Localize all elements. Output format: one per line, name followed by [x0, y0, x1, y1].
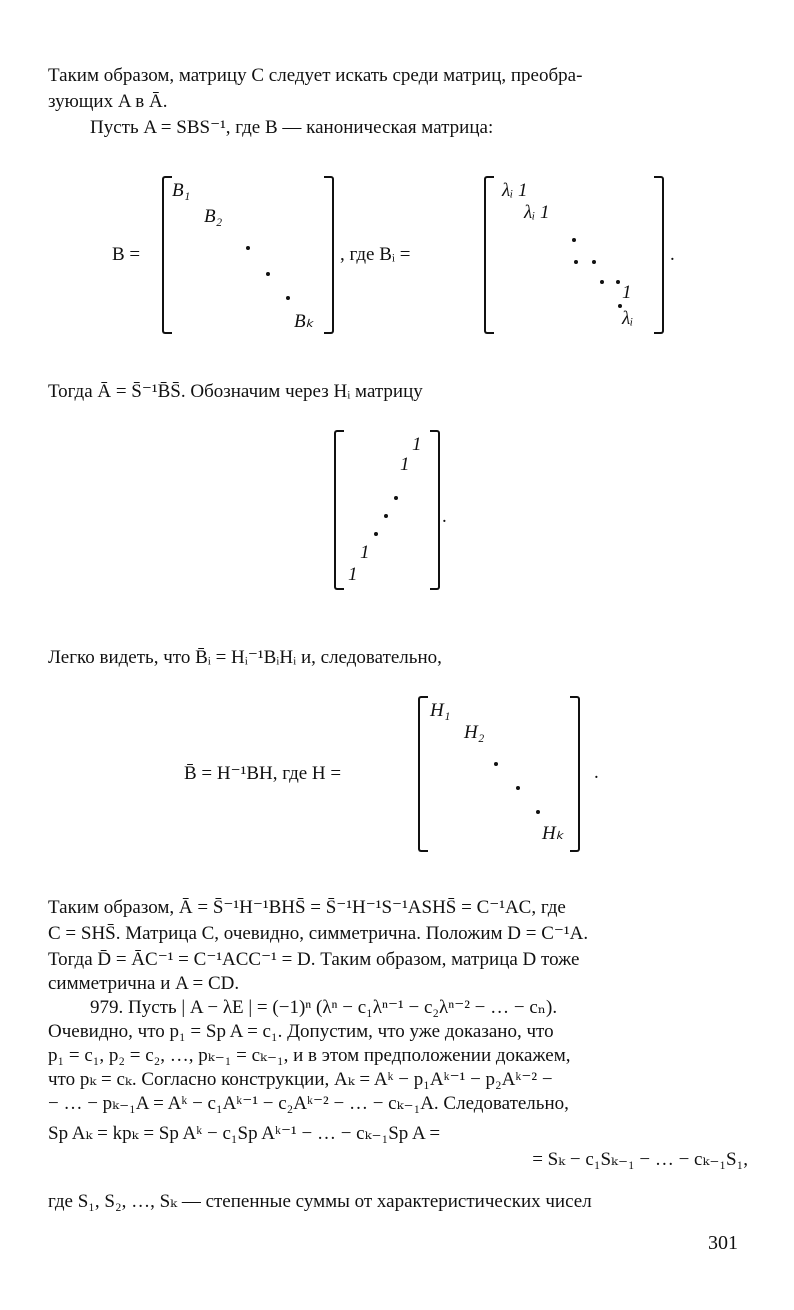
text-line: где S₁, S₂, …, Sₖ — степенные суммы от характеристических чисел [48, 1191, 592, 1212]
punct: . [670, 244, 675, 265]
formula-line: = Sₖ − c₁Sₖ₋₁ − … − cₖ₋₁S₁, [532, 1149, 748, 1170]
matrix-entry: Hₖ [542, 823, 564, 844]
text-line: Таким образом, матрицу C следует искать среди матриц, преобра- [48, 65, 583, 86]
matrix-entry: 1 [348, 564, 358, 585]
text-line: C = SHS̄. Матрица C, очевидно, симметрична. Положим D = C⁻¹A. [48, 923, 589, 944]
text-line: Таким образом, Ā = S̄⁻¹H⁻¹BHS̄ = S̄⁻¹H⁻¹S⁻¹ASHS̄ = C⁻¹AC, где [48, 897, 566, 918]
text-line: симметрична и A = CD. [48, 973, 240, 994]
matrix-entry: λᵢ [622, 308, 634, 329]
b-bar-formula: B̄ = H⁻¹BH, где H = [184, 763, 342, 784]
text-line: 979. Пусть | A − λE | = (−1)ⁿ (λⁿ − c₁λⁿ⁻¹ − c₂λⁿ⁻² − … − cₙ). [90, 997, 558, 1018]
text-line: Тогда Ā = S̄⁻¹B̄S̄. Обозначим через Hᵢ матрицу [48, 381, 423, 402]
text-line: зующих A в Ā. [48, 91, 168, 112]
punct: . [594, 762, 599, 783]
text-line: Пусть A = SBS⁻¹, где B — каноническая матрица: [90, 117, 494, 138]
matrix-entry: 1 [360, 542, 370, 563]
matrix-entry: Bₖ [294, 311, 314, 332]
text-line: что pₖ = cₖ. Согласно конструкции, Aₖ = Aᵏ − p₁Aᵏ⁻¹ − p₂Aᵏ⁻² − [48, 1069, 553, 1090]
text-line: Очевидно, что p₁ = Sp A = c₁. Допустим, что уже доказано, что [48, 1021, 554, 1042]
matrix-bi [484, 176, 664, 334]
matrix-entry: 1 [622, 282, 632, 303]
page-number: 301 [708, 1232, 738, 1254]
matrix-entry: 1 [400, 454, 410, 475]
text-line: Тогда D̄ = ĀC⁻¹ = C⁻¹ACC⁻¹ = D. Таким образом, матрица D тоже [48, 949, 580, 970]
matrix-h [418, 696, 580, 852]
text-line: − … − pₖ₋₁A = Aᵏ − c₁Aᵏ⁻¹ − c₂Aᵏ⁻² − … − cₖ₋₁A. Следовательно, [48, 1093, 569, 1114]
matrix-entry: 1 [412, 434, 422, 455]
punct: . [442, 506, 447, 527]
formula-line: Sp Aₖ = kpₖ = Sp Aᵏ − c₁Sp Aᵏ⁻¹ − … − cₖ₋₁Sp A = [48, 1123, 441, 1144]
text-line: p₁ = c₁, p₂ = c₂, …, pₖ₋₁ = cₖ₋₁, и в этом предположении докажем, [48, 1045, 571, 1066]
matrix-hi [334, 430, 440, 590]
matrix-entry: B₂ [204, 206, 223, 227]
matrix-entry: B₁ [172, 180, 191, 201]
matrix-entry: H₁ [430, 700, 451, 721]
matrix-entry: λᵢ 1 [524, 202, 550, 223]
matrix-entry: λᵢ 1 [502, 180, 528, 201]
matrix-b [162, 176, 334, 334]
matrix-entry: H₂ [464, 722, 485, 743]
text-line: Легко видеть, что B̄ᵢ = Hᵢ⁻¹BᵢHᵢ и, следовательно, [48, 647, 442, 668]
matrix-b-label: B = [112, 244, 141, 265]
where-bi-label: , где Bᵢ = [340, 244, 411, 265]
